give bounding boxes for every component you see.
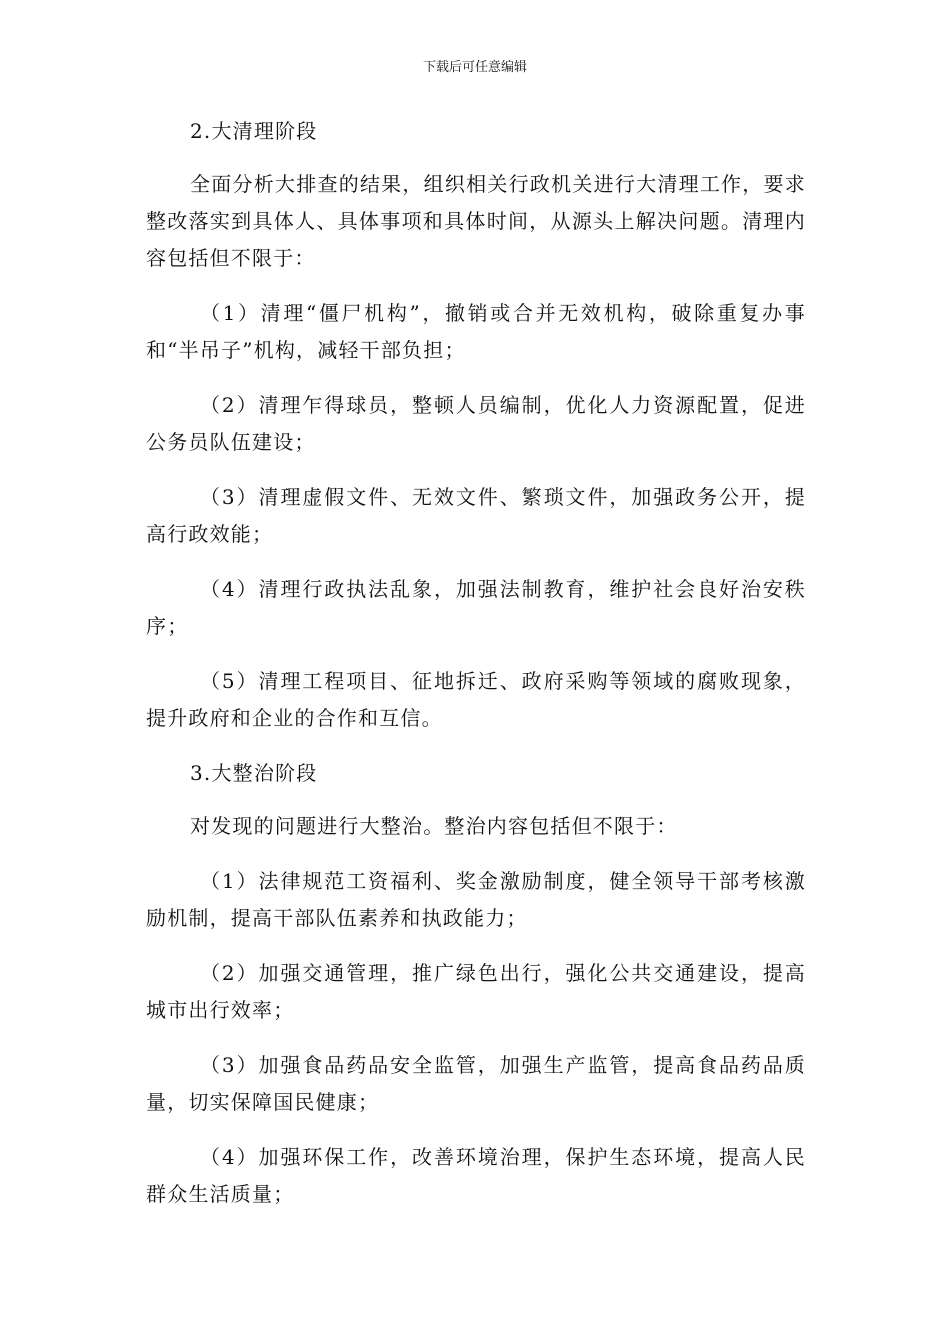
list-item-cleanup-3: （3）清理虚假文件、无效文件、繁琐文件，加强政务公开，提高行政效能；	[146, 485, 806, 546]
section-heading-cleanup: 2.大清理阶段	[190, 119, 318, 143]
section-heading-rectification: 3.大整治阶段	[190, 761, 318, 785]
list-item-rectification-2: （2）加强交通管理，推广绿色出行，强化公共交通建设，提高城市出行效率；	[146, 961, 806, 1022]
list-item-rectification-3: （3）加强食品药品安全监管，加强生产监管，提高食品药品质量，切实保障国民健康；	[146, 1053, 806, 1114]
list-item-cleanup-1: （1）清理“僵尸机构”，撤销或合并无效机构，破除重复办事和“半吊子”机构，减轻干部负担；	[146, 301, 806, 362]
paragraph-cleanup-intro: 全面分析大排查的结果，组织相关行政机关进行大清理工作，要求整改落实到具体人、具体事项和具体时间，从源头上解决问题。清理内容包括但不限于：	[146, 172, 806, 270]
paragraph-rectification-intro: 对发现的问题进行大整治。整治内容包括但不限于：	[190, 814, 678, 838]
document-body	[146, 113, 806, 1231]
list-item-cleanup-5: （5）清理工程项目、征地拆迁、政府采购等领域的腐败现象，提升政府和企业的合作和互信。	[146, 669, 806, 730]
list-item-cleanup-2: （2）清理乍得球员，整顿人员编制，优化人力资源配置，促进公务员队伍建设；	[146, 393, 806, 454]
list-item-cleanup-4: （4）清理行政执法乱象，加强法制教育，维护社会良好治安秩序；	[146, 577, 806, 638]
list-item-rectification-1: （1）法律规范工资福利、奖金激励制度，健全领导干部考核激励机制，提高干部队伍素养和执政能力；	[146, 869, 806, 930]
header-note: 下载后可任意编辑	[422, 60, 527, 75]
list-item-rectification-4: （4）加强环保工作，改善环境治理，保护生态环境，提高人民群众生活质量；	[146, 1145, 806, 1206]
